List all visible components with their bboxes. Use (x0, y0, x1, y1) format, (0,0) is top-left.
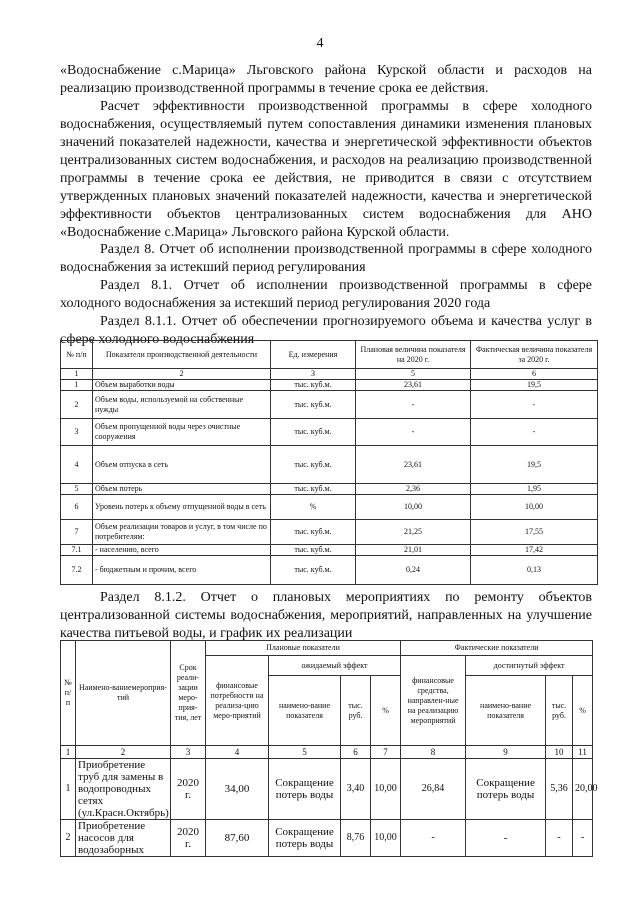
header-cell: Ед. измерения (271, 341, 356, 369)
cell: 5 (356, 369, 471, 380)
cell: - населению, всего (93, 545, 271, 556)
cell: - (471, 391, 598, 419)
table-row (61, 419, 598, 446)
header-cell: ожидаемый эффект (269, 656, 401, 676)
header-cell: финансовые средства, направлен-ные на реализацию мероприятий (401, 656, 466, 746)
cell: - (573, 820, 593, 857)
header-cell: Срок реали-зации меро-прия-тия, лет (171, 641, 206, 746)
paragraph: «Водоснабжение с.Марица» Льговского района Курской области и расходов на реализацию производственной программы в течение срока ее действия. (60, 63, 592, 96)
cell: Объем потерь (93, 484, 271, 495)
table-row (61, 556, 598, 585)
cell: 9 (466, 746, 546, 759)
header-cell: № п/п (61, 341, 93, 369)
cell: 0,24 (356, 556, 471, 585)
cell: - (401, 820, 466, 857)
cell: 21,01 (356, 545, 471, 556)
cell: - бюджетным и прочим, всего (93, 556, 271, 585)
cell: Объем пропущенной воды через очистные сооружения (93, 419, 271, 446)
cell: 10 (546, 746, 573, 759)
header-cell: достигнутый эффект (466, 656, 593, 676)
cell: 3 (61, 419, 93, 446)
column-number-row (61, 369, 598, 380)
header-cell: Показатели производственной деятельности (93, 341, 271, 369)
table-row (61, 380, 598, 391)
cell: Объем воды, используемой на собственные нужды (93, 391, 271, 419)
cell: 2,36 (356, 484, 471, 495)
header-cell: тыс. руб. (341, 676, 371, 746)
cell: 1,95 (471, 484, 598, 495)
cell: 0,13 (471, 556, 598, 585)
header-cell: финансовые потребности на реализа-цию меро-приятий (206, 656, 269, 746)
table-row (61, 520, 598, 545)
volume-quality-table (60, 340, 598, 585)
cell: тыс. куб.м. (271, 545, 356, 556)
header-cell: тыс. руб. (546, 676, 573, 746)
section-8-heading: Раздел 8. Отчет об исполнении производственной программы в сфере холодного водоснабжения за истекший период регулирования (60, 242, 592, 275)
section-headings (60, 241, 592, 349)
cell: 2 (93, 369, 271, 380)
cell: 3,40 (341, 759, 371, 820)
column-number-row (61, 746, 593, 759)
cell: 4 (61, 446, 93, 484)
header-cell: Плановая величина показателя на 2020 г. (356, 341, 471, 369)
cell: тыс. куб.м. (271, 419, 356, 446)
cell: - (471, 419, 598, 446)
cell: 4 (206, 746, 269, 759)
header-cell: Фактические показатели (401, 641, 593, 656)
cell: 2 (61, 391, 93, 419)
cell: 6 (341, 746, 371, 759)
table-row (61, 545, 598, 556)
table-header-row (61, 341, 598, 369)
section-8-1-2-block (60, 589, 592, 643)
cell: 17,55 (471, 520, 598, 545)
cell: 10,00 (371, 759, 401, 820)
cell: тыс. куб.м. (271, 484, 356, 495)
table-row (61, 391, 598, 419)
cell: 8,76 (341, 820, 371, 857)
cell: - (466, 820, 546, 857)
table-row (61, 484, 598, 495)
cell: 23,61 (356, 446, 471, 484)
cell: 34,00 (206, 759, 269, 820)
cell: Уровень потерь к объему отпущенной воды в сеть (93, 495, 271, 520)
intro-text (60, 62, 592, 242)
cell: 7.2 (61, 556, 93, 585)
cell: тыс. куб.м. (271, 391, 356, 419)
cell: 3 (171, 746, 206, 759)
cell: 10,00 (471, 495, 598, 520)
cell: тыс. куб.м. (271, 446, 356, 484)
section-8-1-2-heading: Раздел 8.1.2. Отчет о плановых мероприятиях по ремонту объектов централизованной системы водоснабжения, мероприятий, направленных на улучшение качества питьевой воды, и график их реализации (60, 590, 592, 641)
cell: 2020 г. (171, 820, 206, 857)
cell: 1 (61, 746, 76, 759)
table-row (61, 446, 598, 484)
cell: 21,25 (356, 520, 471, 545)
cell: 6 (61, 495, 93, 520)
paragraph: Расчет эффективности производственной программы в сфере холодного водоснабжения, осуществляемый путем сопоставления динамики изменения плановых значений показателей надежности, качества и энергетической эффективности объектов централизованных систем водоснабжения, и расходов на реализацию производственной программы в течение срока ее действия, не приводится в связи с отсутствием утвержденных плановых значений показателей надежности, качества и энергетической эффективности объектов централизованных систем водоснабжения для АНО «Водоснабжение с.Марица» Льговского района Курской области. (60, 99, 592, 240)
cell: 5,36 (546, 759, 573, 820)
cell: 26,84 (401, 759, 466, 820)
cell: Приобретение труб для замены в водопроводных сетях (ул.Красн.Октябрь) (76, 759, 171, 820)
header-cell: Фактическая величина показателя за 2020 г. (471, 341, 598, 369)
page-number: 4 (316, 36, 324, 51)
cell: 5 (61, 484, 93, 495)
cell: Приобретение насосов для водозаборных (76, 820, 171, 857)
section-8-1-heading: Раздел 8.1. Отчет об исполнении производственной программы в сфере холодного водоснабжения за истекший период регулирования 2020 года (60, 278, 592, 311)
cell: 7 (371, 746, 401, 759)
header-cell: Плановые показатели (206, 641, 401, 656)
header-cell: % (573, 676, 593, 746)
cell: 2 (61, 820, 76, 857)
cell: тыс. куб.м. (271, 380, 356, 391)
cell: - (356, 391, 471, 419)
cell: 10,00 (356, 495, 471, 520)
cell: 1 (61, 369, 93, 380)
cell: 10,00 (371, 820, 401, 857)
cell: 7.1 (61, 545, 93, 556)
cell: 20,00 (573, 759, 593, 820)
header-cell: наимено-вание показателя (269, 676, 341, 746)
table-row (61, 820, 593, 857)
cell: Объем реализации товаров и услуг, в том числе по потребителям: (93, 520, 271, 545)
cell: Сокращение потерь воды (269, 820, 341, 857)
repair-measures-table (60, 640, 598, 857)
cell: 19,5 (471, 446, 598, 484)
cell: тыс. куб.м. (271, 556, 356, 585)
cell: % (271, 495, 356, 520)
cell: 3 (271, 369, 356, 380)
cell: - (546, 820, 573, 857)
cell: тыс. куб.м. (271, 520, 356, 545)
cell: 5 (269, 746, 341, 759)
table-row (61, 495, 598, 520)
cell: Сокращение потерь воды (269, 759, 341, 820)
cell: 11 (573, 746, 593, 759)
table-header-row (61, 641, 593, 656)
cell: Объем выработки воды (93, 380, 271, 391)
cell: 2020 г. (171, 759, 206, 820)
cell: 87,60 (206, 820, 269, 857)
cell: 17,42 (471, 545, 598, 556)
section-8-1-1-heading: Раздел 8.1.1. Отчет об обеспечении прогнозируемого объема и качества услуг в сфере холодного водоснабжения (60, 314, 592, 347)
header-cell: наимено-вание показателя (466, 676, 546, 746)
cell: 2 (76, 746, 171, 759)
cell: Объем отпуска в сеть (93, 446, 271, 484)
header-cell: Наимено-ваниемероприя-тий (76, 641, 171, 746)
cell: 1 (61, 759, 76, 820)
header-cell: № п/п (61, 641, 76, 746)
cell: 19,5 (471, 380, 598, 391)
cell: 1 (61, 380, 93, 391)
cell: 23,61 (356, 380, 471, 391)
cell: Сокращение потерь воды (466, 759, 546, 820)
cell: 8 (401, 746, 466, 759)
cell: 6 (471, 369, 598, 380)
cell: 7 (61, 520, 93, 545)
header-cell: % (371, 676, 401, 746)
table-row (61, 759, 593, 820)
cell: - (356, 419, 471, 446)
